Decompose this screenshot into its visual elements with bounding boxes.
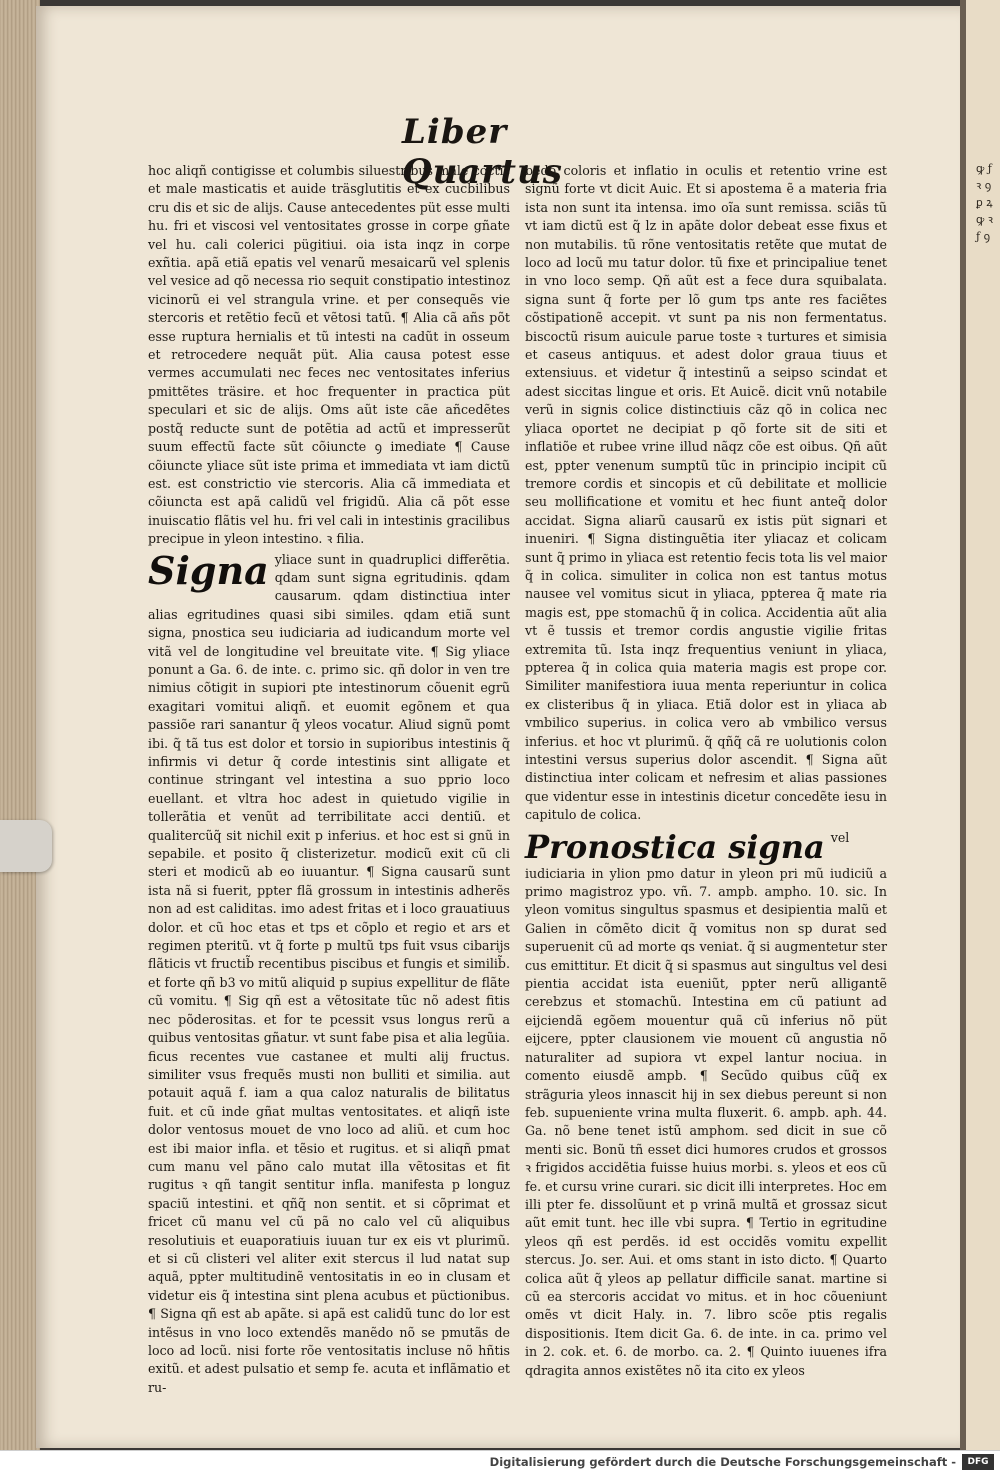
footer-credit: Digitalisierung gefördert durch die Deutsche Forschungsgemeinschaft - [489, 1455, 956, 1469]
dfg-logo: DFG [962, 1454, 994, 1470]
running-head-word-liber: Liber [402, 112, 508, 152]
left-paragraph-causes: hoc aliqñ contigisse et columbis siluestribus male coctis et male masticatis et auide träsglutitis et ex cucbilibus cru dis et sic de alijs. Cause antecedentes püt esse multi hu. fri et viscosi vel ventositates grosse in corpe gñate vel hu. cali colerici pügitiui. oia ista inqz in corpe exñtia. apã etiã epatis vel venarũ mesaicarũ vel splenis vel vesice ad qõ necessa rio sequit constipatio intestinoz vicinorũ ei vel strangula vrine. et per consequẽs vie stercoris et retẽtio fecũ et vẽtosi tatũ. ¶ Alia cã añs põt esse ruptura hernialis et tũ intesti na cadũt in osseum et retrocedere nequãt püt. Alia causa potest esse vermes accumulati nec feces nec ventositates inferius pmittẽtes träsire. et hoc frequenter in practica püt speculari et sic de alijs. Oms aũt iste cãe añcedẽtes postq̃ reducte sunt de potẽtia ad actũ et impresserũt suum effectũ facte sũt cõiuncte ꝯ imediate ¶ Cause cõiuncte yliace sũt iste prima et immediata vt iam dictũ est. est constrictio vie stercoris. Alia cã immediata et cõiuncta est apã calidũ vel frigidũ. Alia cã põt esse inuiscatio flãtis vel hu. fri vel cali in intestinis gracilibus precipue in yleon intestino. ꝛ filia. [148, 163, 510, 547]
left-text-column [148, 162, 510, 1397]
running-head-word-quartus: Quartus [402, 152, 563, 192]
facing-page-edge [966, 0, 1000, 1450]
right-paragraph-signs: bedo coloris et inflatio in oculis et retentio vrine est signũ forte vt dicit Auic. Et si apostema ẽ a materia fria ista non sunt ita intensa. imo oĩa sunt remissa. sciãs tũ vt iam dictũ est q̃ lz in apãte dolor debeat esse fixus et non mutabilis. tũ rõne ventositatis retẽte que mutat de loco ad locũ mu tatur dolor. tũ fixe et principaliue tenet in vno loco semp. Qñ aũt est a fece dura squibalata. signa sunt q̃ forte per lõ gum tps ante res faciẽtes cõstipationẽ accepit. vt sunt pa nis non fermentatus. biscoctũ risum auicule parue toste ꝛ turtures et simisia et caseus antiquus. et adest dolor graua tiuus et extensiuus. et videtur q̃ intestinũ a seipso scindat et adest siccitas lingue et oris. Et Auicẽ. dicit vnũ notabile verũ in signis colice distinctiuis cãz qõ in colica nec yliaca oportet ne decipiat p qõ forte sit de siti et inflatiõe et rubee vrine illud nãqz cõe est oibus. Qñ aũt est, ppter venenum sumptũ tũc in principio incipit cũ tremore cordis et sincopis et cũ debilitate et mollicie seu mollificatione et vomitu et hec fiunt anteq̃ dolor accidat. Signa aliarũ causarũ ex istis püt signari et inueniri. ¶ Signa distinguẽtia iter yliacaz et colicam sunt q̃ primo in yliaca est retentio fecis tota lis vel maior q̃ in colica. simuliter in colica non est tantus motus nausee vel vomitus sicut in yliaca, ppterea q̃ mate ria magis est, ppe stomachũ q̃ in colica. Accidentia aũt alia vt ẽ tussis et tremor cordis angustie vigilie fritas extremita tũ. Ista inqz frequentius veniunt in yliaca, ppterea q̃ in colica quia materia magis est prope cor. Similiter manifestiora iuua menta reperiuntur in colica ex clisteribus q̃ in yliaca. Etiã dolor est in yliaca ab vmbilico superius. in colica vero ab vmbilico versus inferius. et hoc vt plurimũ. q̃ qñq̃ cã re uolutionis colon intestini versus superius dolor ascendit. ¶ Signa aũt distinctiua inter colicam et nefresim et alias passiones que videntur esse in intestinis dicetur concedẽte iesu in capitulo de colica. [525, 163, 887, 823]
right-text-column [525, 162, 887, 1380]
pronostica-heading: Pronostica signa [525, 827, 825, 866]
digitization-footer [0, 1450, 1000, 1475]
book-page-edges [0, 0, 40, 1450]
right-paragraph-pronostica [525, 829, 887, 1380]
signa-text: yliace sunt in quadruplici differẽtia. qdam sunt signa egritudinis. qdam causarum. qdam distinctiua inter alias egritudines quasi sibi similes. qdam etiã sunt signa, pnostica seu iudiciaria ad iudicandum morte vel vitã vel de longitudine vel breuitate vite. ¶ Sig yliace ponunt a Ga. 6. de inte. c. primo sic. qñ dolor in ven tre nimius cõtigit in supiori pte intestinorum cõuenit egrũ exagitari vomitui aliqñ. et euomit egõnem et qua passiõe rari sanantur q̃ yleos vocatur. Aliud signũ pomt ibi. q̃ tã tus est dolor et torsio in supioribus intestinis q̃ infirmis vi detur q̃ corde intestinis sint alligate et continue stringant vel intestina a suo pprio loco euellant. et vltra hoc adest in quietudo vigilie in tollerãtia et venũt ad terribilitate acci dentiũ. et qualitercũq̃ sit nichil exit p inferius. et hoc est si gnũ in sepabile. et posito q̃ clisterizetur. modicũ exit cũ cli steri et modicũ ab eo iuuantur. ¶ Signa causarũ sunt ista nã si fuerit, ppter flã grossum in intestinis adherẽs non ad est caliditas. imo adest fritas et i loco grauatiuus dolor. et cũ hoc etas et tps et cõplo et regio et ars et regimen pteritũ. vt q̃ forte p multũ tps fuit vsus cibarijs flãticis vt fructib̃ recentibus piscibus et fungis et similib̃. et forte qñ b3 vo mitũ aliquid p supius expellitur de flãte cũ vomitu. ¶ Sig qñ est a vẽtositate tũc nõ adest fitis nec põderositas. et for te pcessit vsus longus rerũ a quibus ventositas gñatur. vt sunt fabe pisa et alia legũia. ficus recentes vue castanee et multi alij fructus. similiter vsus frequẽs musti non bulliti et similia. aut potauit aquã f. iam a qua caloz naturalis de bilitatus fuit. et cũ inde gñat multas ventositates. et aliqñ iste dolor ventosus mouet de vno loco ad aliũ. et cum hoc est ibi maior infla. et tẽsio et rugitus. et si aliqñ pmat cum manu vel pãno calo mutat illa vẽtositas et fit rugitus ꝛ qñ tangit sentitur infla. manifesta p longuz spaciũ intestini. et qñq̃ non sentit. et si cõprimat et fricet cũ manu vel cũ pã no calo vel cũ aliquibus resolutiuis et euaporatiuis iuuan tur ex eis vt plurimũ. et si cũ clisteri vel aliter exit stercus il lud natat sup aquã, ppter multitudinẽ ventositatis in eo in clusam et videtur eis q̃ intestina sint plena acubus et püctionibus. ¶ Signa qñ est ab apãte. si apã est calidũ tunc do lor est intẽsus in vno loco extendẽs manẽdo nõ se pmutãs de loco ad locũ. nisi forte rõe ventositatis incluse nõ hñtis exitũ. et adest pulsatio et semp fe. acuta et inflãmatio et ru- [148, 551, 510, 1395]
page-clip [0, 820, 52, 872]
left-paragraph-signa [148, 547, 510, 1398]
book-page [36, 6, 964, 1448]
facing-page-text: ꝙ ƒ ꝛ ꝯ ꝑ ꝝ ꝙ ꝛ ƒ ꝯ [976, 162, 993, 243]
signa-initial: Signa [148, 547, 269, 593]
pronostica-text: vel iudiciaria in ylion pmo datur in yleon pri mũ iudiciũ a primo magistroz ypo. vñ. 7. ampb. ampho. 10. sic. In yleon vomitus singultus spasmus et desipientia malũ et Galien in cõmẽto dicit q̃ vomitus non sp durat sed superuenit cũ ad morte qs veniat. q̃ si augmentetur ster cus emittitur. Et dicit q̃ si spasmus aut singultus vel desi pientia accidat ista eueniũt, ppter nerũ alligantẽ cerebzus et stomachũ. Intestina em cũ patiunt ad eijciendã egõem mouentur quã cũ inferius nõ püt eijcere, ppter clausionem vie mouent cũ angustia nõ naturaliter ad supiora vt expel lantur nociua. in comento eiusdẽ ampb. ¶ Secũdo quibus cũq̃ ex strãguria yleos innascit hij in sex diebus pereunt si non feb. supueniente vrina multa fluxerit. 6. ampb. aph. 44. Ga. nõ bene tenet istũ amphom. sed dicit in sue cõ menti sic. Bonũ tñ esset dici humores crudos et grossos ꝛ frigidos accidẽtia fuisse huius morbi. s. yleos et eos cũ fe. et cursu vrine curari. sic dicit illi interpretes. Hoc em illi pter fe. dissolũunt et p vrinã multã et grossaz sicut aũt emit tunt. hec ille vbi supra. ¶ Tertio in egritudine yleos qñ est perdẽs. id est occidẽs vomitu expellit stercus. Jo. ser. Aui. et oms stant in isto dicto. ¶ Quarto colica aũt q̃ yleos ap pellatur difficile sanat. martine si cũ ea stercoris accidat vo mitus. et in hoc cõueniunt omẽs vt dicit Haly. in. 7. libro scõe ptis regalis dispositionis. Item dicit Ga. 6. de inte. in ca. primo vel in 2. cok. et. 6. de morbo. ca. 2. ¶ Quinto iuuenes ifra qdragita annos existẽtes nõ ita cito ex yleos [525, 829, 887, 1378]
